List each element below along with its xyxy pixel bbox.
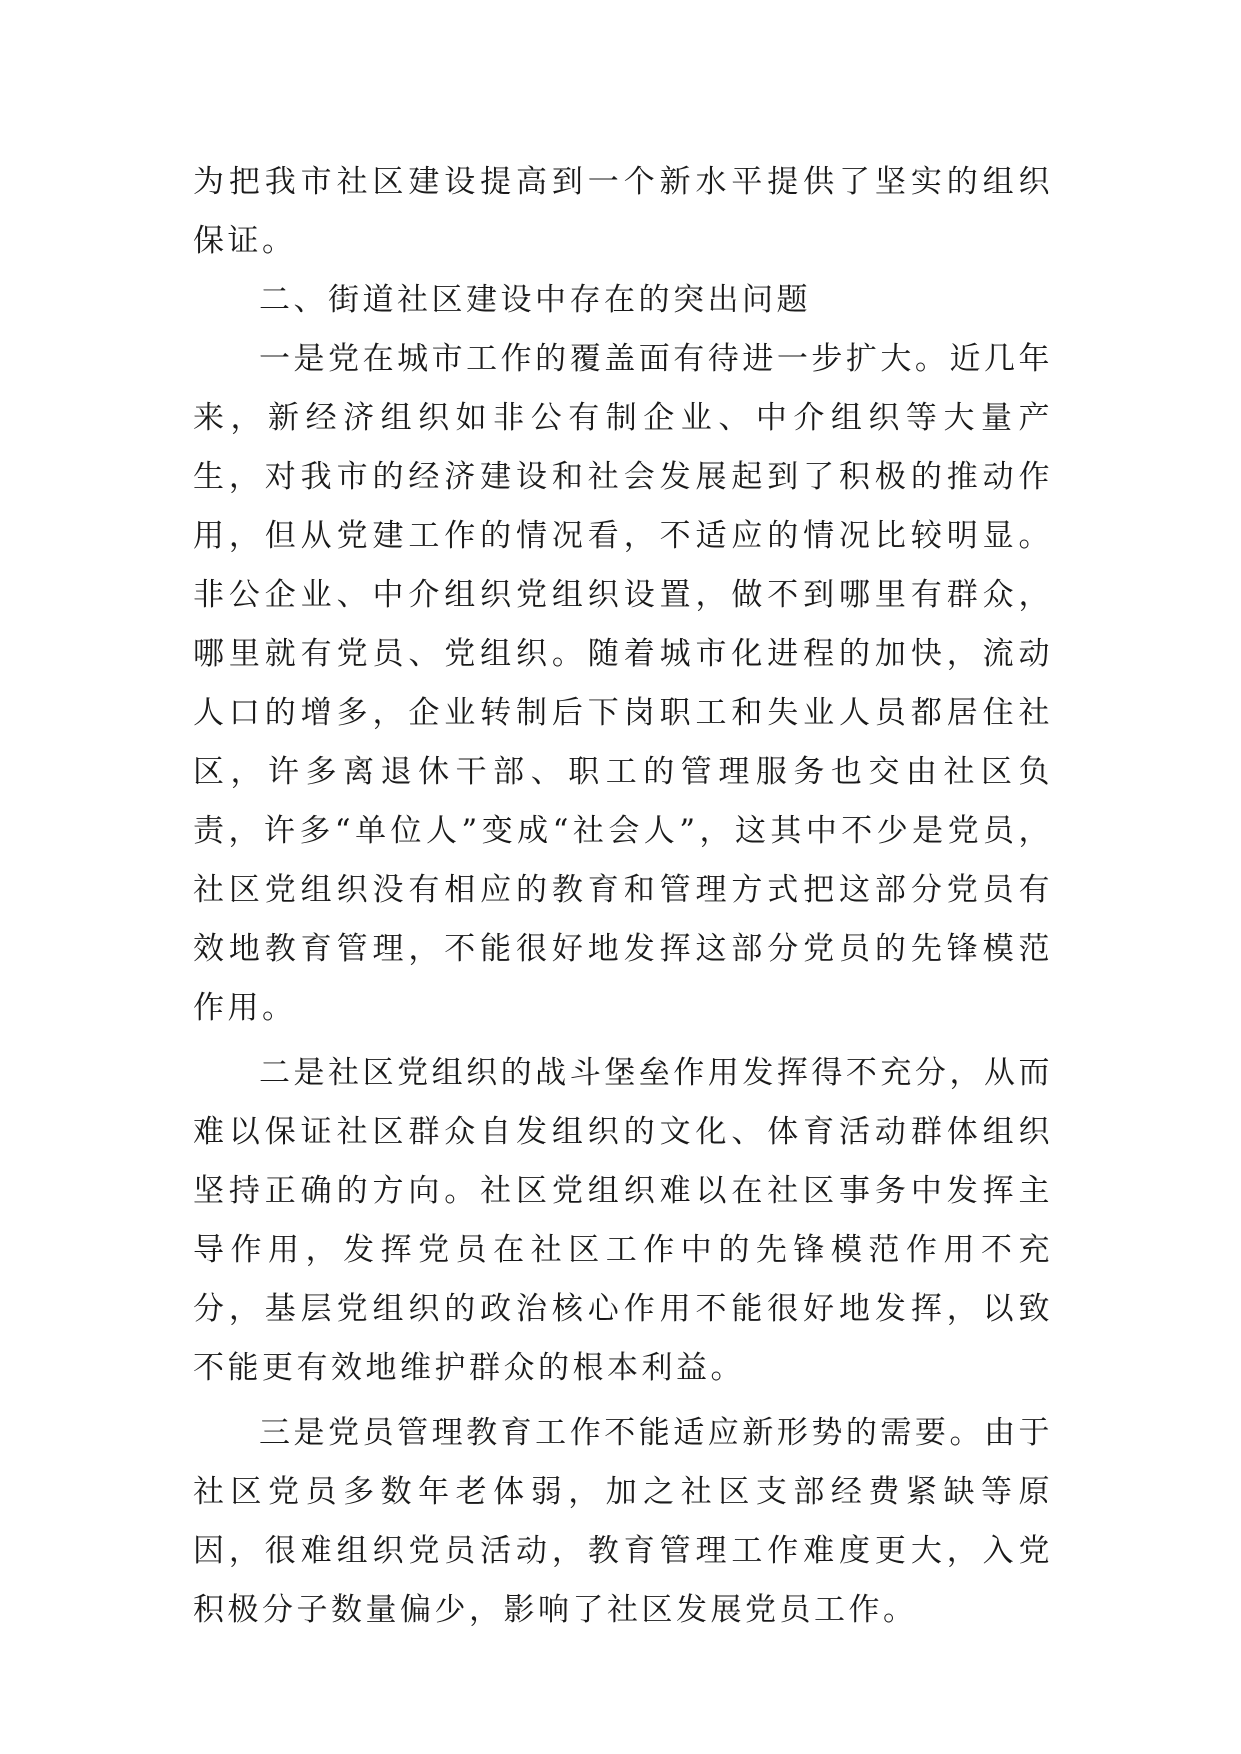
document-body bbox=[193, 153, 1053, 1640]
section-heading: 二、街道社区建设中存在的突出问题 bbox=[259, 282, 811, 318]
paragraph-problem-three: 三是党员管理教育工作不能适应新形势的需要。由于社区党员多数年老体弱，加之社区支部经费紧缺等原因，很难组织党员活动，教育管理工作难度更大，入党积极分子数量偏少，影响了社区发展党员工作。 bbox=[193, 1415, 1053, 1628]
paragraph-continuation: 为把我市社区建设提高到一个新水平提供了坚实的组织保证。 bbox=[193, 164, 1053, 259]
paragraph-problem-two: 二是社区党组织的战斗堡垒作用发挥得不充分，从而难以保证社区群众自发组织的文化、体育活动群体组织坚持正确的方向。社区党组织难以在社区事务中发挥主导作用，发挥党员在社区工作中的先锋模范作用不充分，基层党组织的政治核心作用不能很好地发挥，以致不能更有效地维护群众的根本利益。 bbox=[193, 1055, 1053, 1386]
paragraph-problem-one: 一是党在城市工作的覆盖面有待进一步扩大。近几年来，新经济组织如非公有制企业、中介组织等大量产生，对我市的经济建设和社会发展起到了积极的推动作用，但从党建工作的情况看，不适应的情况比较明显。非公企业、中介组织党组织设置，做不到哪里有群众，哪里就有党员、党组织。随着城市化进程的加快，流动人口的增多，企业转制后下岗职工和失业人员都居住社区，许多离退休干部、职工的管理服务也交由社区负责，许多“单位人”变成“社会人”，这其中不少是党员，社区党组织没有相应的教育和管理方式把这部分党员有效地教育管理，不能很好地发挥这部分党员的先锋模范作用。 bbox=[193, 341, 1053, 1026]
